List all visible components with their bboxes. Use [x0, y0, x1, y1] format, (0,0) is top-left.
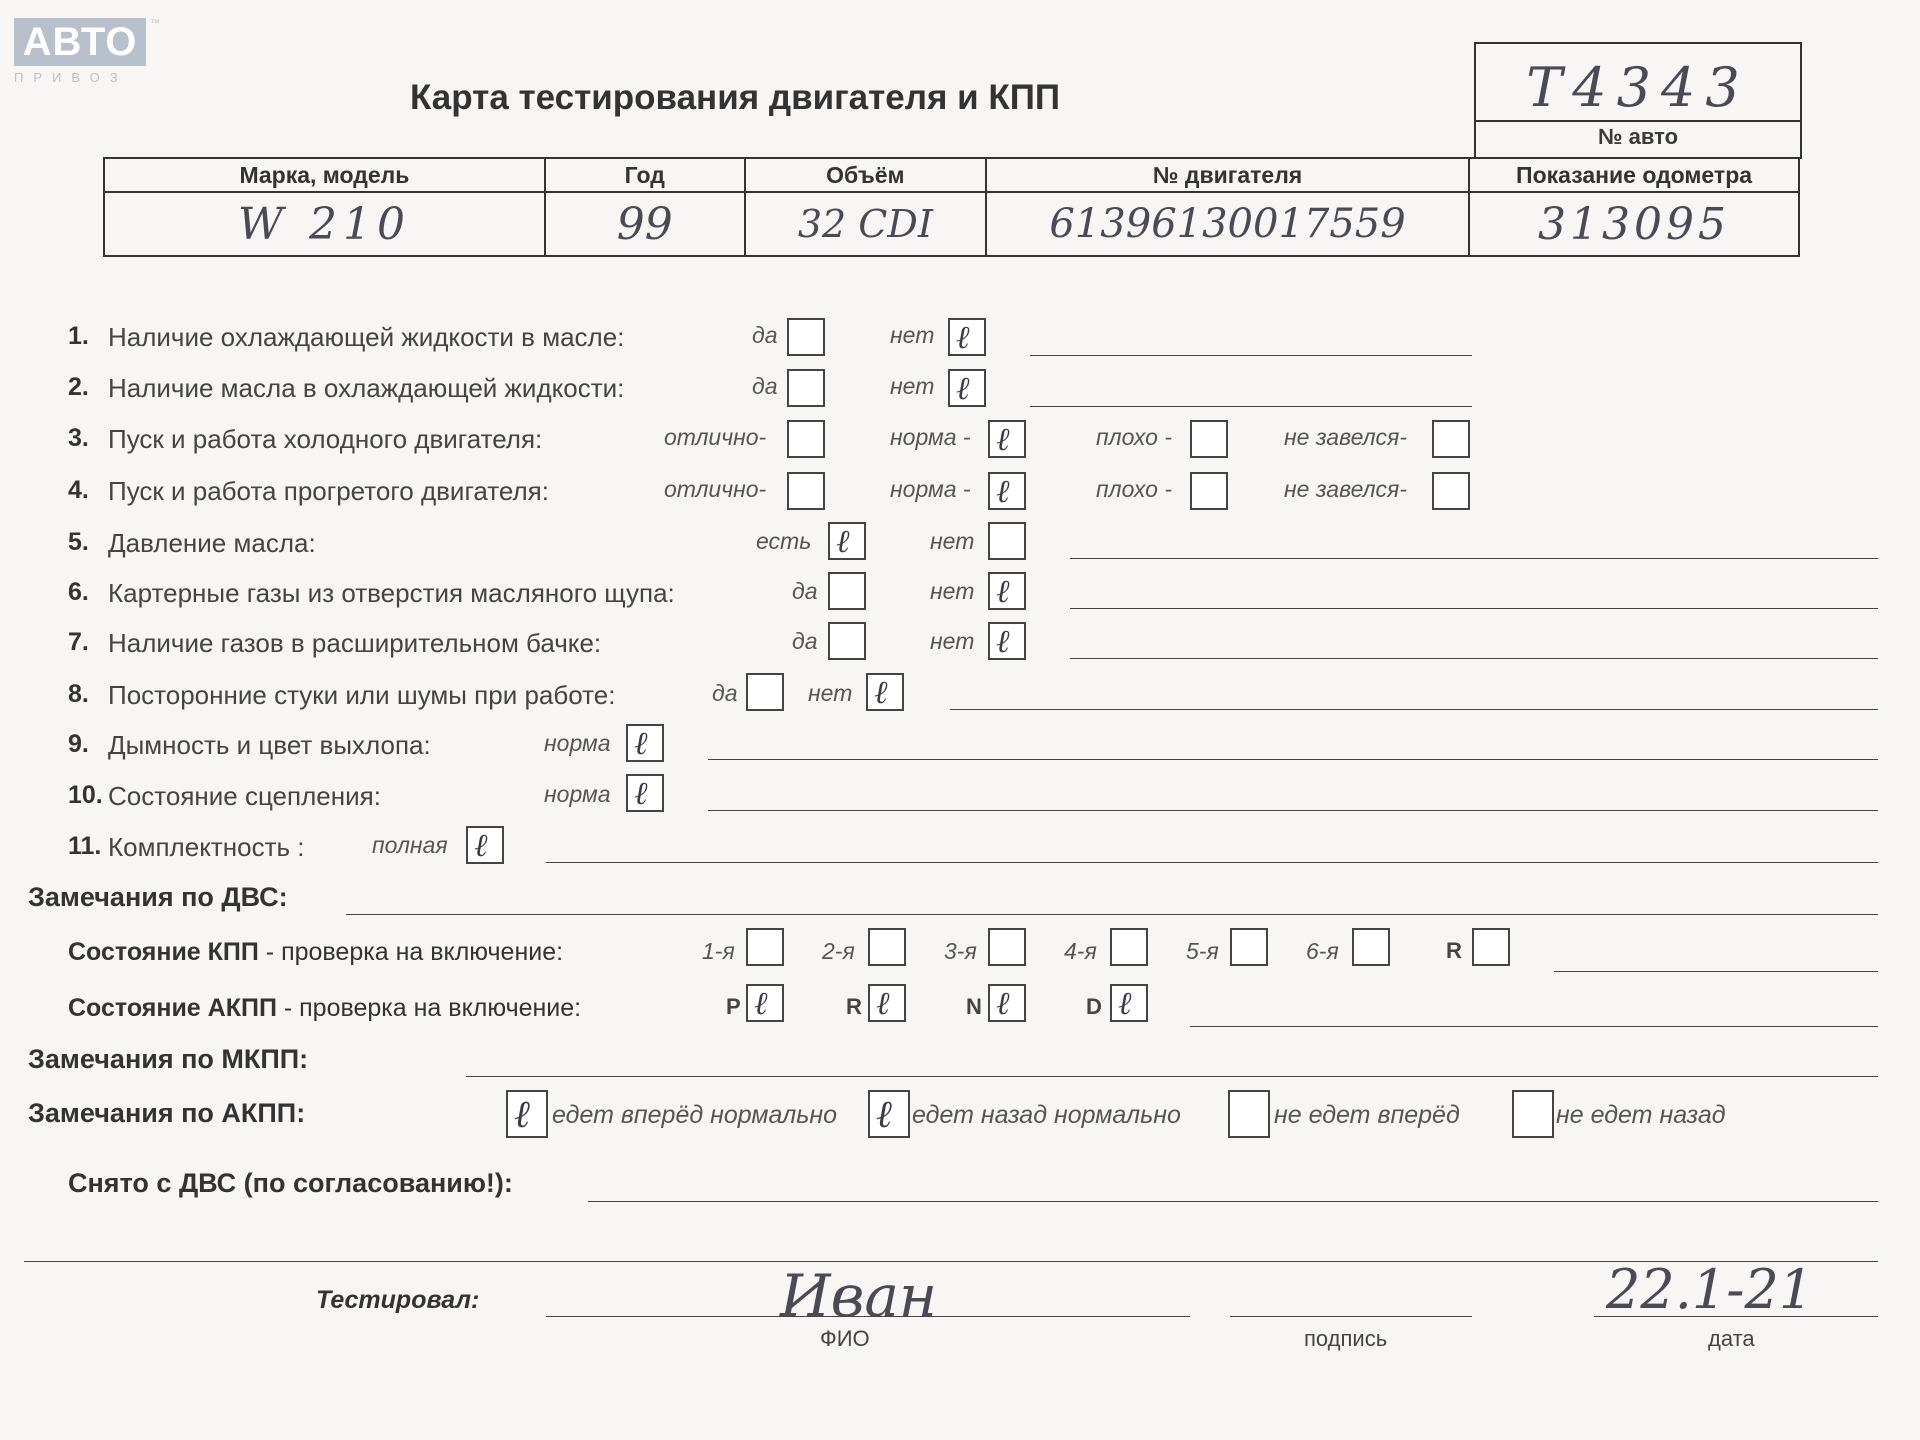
- item-number: 2.: [68, 373, 89, 401]
- item-3-opt-no-start: не завелся-: [1284, 424, 1408, 450]
- item-6-notes-line[interactable]: [1070, 608, 1878, 609]
- item-4-normal-checkbox[interactable]: ℓ: [988, 472, 1026, 510]
- item-1-notes-line[interactable]: [1030, 355, 1472, 356]
- item-4-opt-bad: плохо -: [1096, 476, 1172, 502]
- auto-remarks-label: Замечания по АКПП:: [28, 1098, 306, 1128]
- item-7-question: Наличие газов в расширительном бачке:: [108, 628, 602, 658]
- gear-5-checkbox[interactable]: [1230, 928, 1268, 966]
- gear-r-checkbox[interactable]: [1472, 928, 1510, 966]
- item-1-no-checkbox[interactable]: ℓ: [948, 318, 986, 356]
- item-3-excellent-checkbox[interactable]: [787, 420, 825, 458]
- value-volume[interactable]: 32 CDI: [745, 192, 986, 256]
- item-5-notes-line[interactable]: [1070, 558, 1878, 559]
- item-5-present-checkbox[interactable]: ℓ: [828, 522, 866, 560]
- logo-trademark: ™: [150, 18, 160, 29]
- gear-6-checkbox[interactable]: [1352, 928, 1390, 966]
- item-8-notes-line[interactable]: [950, 709, 1878, 710]
- logo-text: АВТО: [14, 18, 146, 66]
- gear-3-label: 3-я: [944, 938, 977, 964]
- value-year[interactable]: 99: [545, 192, 745, 256]
- item-number: 7.: [68, 628, 89, 656]
- car-number-box: [1474, 42, 1802, 159]
- engine-remarks-line[interactable]: [346, 914, 1878, 915]
- item-8-no-checkbox[interactable]: ℓ: [866, 673, 904, 711]
- item-8-question: Посторонние стуки или шумы при работе:: [108, 680, 616, 710]
- item-number: 10.: [68, 781, 103, 809]
- auto-gearbox-label: Состояние АКПП - проверка на включение:: [68, 994, 582, 1022]
- mode-p-checkbox[interactable]: ℓ: [746, 984, 784, 1022]
- item-3-no-start-checkbox[interactable]: [1432, 420, 1470, 458]
- item-4-no-start-checkbox[interactable]: [1432, 472, 1470, 510]
- col-odometer: Показание одометра: [1469, 158, 1799, 192]
- tester-name-handwriting[interactable]: Иван: [780, 1262, 938, 1330]
- item-2-yes-checkbox[interactable]: [787, 369, 825, 407]
- signature-caption: подпись: [1304, 1326, 1388, 1351]
- auto-no-forward-checkbox[interactable]: [1228, 1090, 1270, 1138]
- item-7-opt-yes: да: [792, 628, 818, 654]
- gear-2-label: 2-я: [822, 938, 855, 964]
- removed-parts-label: Снято с ДВС (по согласованию!):: [68, 1168, 513, 1198]
- item-4-opt-excellent: отлично-: [664, 476, 767, 502]
- item-5-question: Давление масла:: [108, 528, 316, 558]
- item-2-opt-no: нет: [890, 373, 935, 399]
- mode-n-checkbox[interactable]: ℓ: [988, 984, 1026, 1022]
- auto-no-forward-label: не едет вперёд: [1274, 1101, 1460, 1129]
- engine-remarks-label: Замечания по ДВС:: [28, 882, 288, 912]
- date-line[interactable]: [1594, 1316, 1878, 1317]
- item-6-question: Картерные газы из отверстия масляного щупа:: [108, 578, 675, 608]
- item-9-notes-line[interactable]: [708, 759, 1878, 760]
- manual-gearbox-notes-line[interactable]: [1554, 971, 1878, 972]
- item-3-normal-checkbox[interactable]: ℓ: [988, 420, 1026, 458]
- gear-5-label: 5-я: [1186, 938, 1219, 964]
- item-10-notes-line[interactable]: [708, 810, 1878, 811]
- item-2-question: Наличие масла в охлаждающей жидкости:: [108, 373, 625, 403]
- mode-d-checkbox[interactable]: ℓ: [1110, 984, 1148, 1022]
- item-2-opt-yes: да: [752, 373, 778, 399]
- car-number-label: № авто: [1597, 124, 1679, 149]
- signature-line[interactable]: [1230, 1316, 1472, 1317]
- mode-r-label: R: [846, 994, 862, 1019]
- gear-3-checkbox[interactable]: [988, 928, 1026, 966]
- item-6-no-checkbox[interactable]: ℓ: [988, 572, 1026, 610]
- item-5-absent-checkbox[interactable]: [988, 522, 1026, 560]
- item-3-opt-excellent: отлично-: [664, 424, 767, 450]
- item-10-normal-checkbox[interactable]: ℓ: [626, 774, 664, 812]
- manual-remarks-line[interactable]: [466, 1076, 1878, 1077]
- item-9-question: Дымность и цвет выхлопа:: [108, 730, 431, 760]
- col-engine-number: № двигателя: [986, 158, 1469, 192]
- value-engine-number[interactable]: 61396130017559: [986, 192, 1469, 256]
- item-5-opt-present: есть: [756, 528, 812, 554]
- gear-4-checkbox[interactable]: [1110, 928, 1148, 966]
- auto-no-backward-label: не едет назад: [1556, 1101, 1726, 1129]
- tested-by-label: Тестировал:: [316, 1286, 480, 1314]
- footer-divider: [24, 1261, 1878, 1262]
- item-1-question: Наличие охлаждающей жидкости в масле:: [108, 322, 625, 352]
- item-10-opt-normal: норма: [544, 781, 611, 807]
- item-3-opt-bad: плохо -: [1096, 424, 1172, 450]
- item-11-question: Комплектность :: [108, 832, 305, 862]
- removed-parts-line[interactable]: [588, 1201, 1878, 1202]
- gear-2-checkbox[interactable]: [868, 928, 906, 966]
- item-7-no-checkbox[interactable]: ℓ: [988, 622, 1026, 660]
- item-number: 11.: [68, 832, 102, 860]
- gear-6-label: 6-я: [1306, 938, 1339, 964]
- manual-gearbox-label: Состояние КПП - проверка на включение:: [68, 938, 564, 966]
- item-number: 3.: [68, 424, 89, 452]
- item-8-yes-checkbox[interactable]: [746, 673, 784, 711]
- item-7-yes-checkbox[interactable]: [828, 622, 866, 660]
- auto-forward-ok-checkbox[interactable]: ℓ: [506, 1090, 548, 1138]
- item-11-full-checkbox[interactable]: ℓ: [466, 826, 504, 864]
- gear-1-checkbox[interactable]: [746, 928, 784, 966]
- col-model: Марка, модель: [104, 158, 545, 192]
- item-number: 8.: [68, 680, 89, 708]
- item-1-opt-no: нет: [890, 322, 935, 348]
- item-9-opt-normal: норма: [544, 730, 611, 756]
- date-handwriting[interactable]: 22.1-21: [1606, 1258, 1814, 1321]
- item-3-bad-checkbox[interactable]: [1190, 420, 1228, 458]
- item-8-opt-yes: да: [712, 680, 738, 706]
- item-7-opt-no: нет: [930, 628, 975, 654]
- gear-r-label: R: [1446, 938, 1462, 963]
- item-11-opt-full: полная: [372, 832, 448, 858]
- item-3-question: Пуск и работа холодного двигателя:: [108, 424, 543, 454]
- item-7-notes-line[interactable]: [1070, 658, 1878, 659]
- item-4-opt-no-start: не завелся-: [1284, 476, 1408, 502]
- item-2-notes-line[interactable]: [1030, 406, 1472, 407]
- item-10-question: Состояние сцепления:: [108, 781, 381, 811]
- item-number: 9.: [68, 730, 89, 758]
- vehicle-info-table: [103, 157, 1800, 257]
- logo-subtitle: ПРИВОЗ: [14, 70, 128, 85]
- auto-backward-ok-checkbox[interactable]: ℓ: [868, 1090, 910, 1138]
- item-4-opt-normal: норма -: [890, 476, 971, 502]
- item-6-opt-yes: да: [792, 578, 818, 604]
- logo: [14, 18, 164, 85]
- date-caption: дата: [1708, 1326, 1755, 1351]
- item-6-opt-no: нет: [930, 578, 975, 604]
- item-number: 5.: [68, 528, 89, 556]
- item-1-opt-yes: да: [752, 322, 778, 348]
- manual-remarks-label: Замечания по МКПП:: [28, 1044, 309, 1074]
- gear-1-label: 1-я: [702, 938, 735, 964]
- gear-4-label: 4-я: [1064, 938, 1097, 964]
- col-volume: Объём: [745, 158, 986, 192]
- item-11-notes-line[interactable]: [546, 862, 1878, 863]
- item-6-yes-checkbox[interactable]: [828, 572, 866, 610]
- item-5-opt-absent: нет: [930, 528, 975, 554]
- name-line[interactable]: [546, 1316, 1190, 1317]
- item-4-bad-checkbox[interactable]: [1190, 472, 1228, 510]
- auto-backward-ok-label: едет назад нормально: [912, 1101, 1181, 1129]
- item-8-opt-no: нет: [808, 680, 853, 706]
- auto-no-backward-checkbox[interactable]: [1512, 1090, 1554, 1138]
- item-1-yes-checkbox[interactable]: [787, 318, 825, 356]
- col-year: Год: [545, 158, 745, 192]
- mode-d-label: D: [1086, 994, 1102, 1019]
- mode-p-label: P: [726, 994, 741, 1019]
- value-odometer[interactable]: 313095: [1469, 192, 1799, 256]
- item-number: 1.: [68, 322, 89, 350]
- item-3-opt-normal: норма -: [890, 424, 971, 450]
- name-caption: ФИО: [820, 1326, 870, 1351]
- mode-n-label: N: [966, 994, 982, 1019]
- item-number: 4.: [68, 476, 89, 504]
- auto-gearbox-notes-line[interactable]: [1190, 1026, 1878, 1027]
- item-number: 6.: [68, 578, 89, 606]
- car-number-value: Т4343: [1526, 56, 1750, 119]
- auto-forward-ok-label: едет вперёд нормально: [552, 1101, 838, 1129]
- item-9-normal-checkbox[interactable]: ℓ: [626, 724, 664, 762]
- item-4-question: Пуск и работа прогретого двигателя:: [108, 476, 549, 506]
- item-4-excellent-checkbox[interactable]: [787, 472, 825, 510]
- item-2-no-checkbox[interactable]: ℓ: [948, 369, 986, 407]
- mode-r-checkbox[interactable]: ℓ: [868, 984, 906, 1022]
- document-title: Карта тестирования двигателя и КПП: [410, 78, 1061, 117]
- value-model[interactable]: W 210: [104, 192, 545, 256]
